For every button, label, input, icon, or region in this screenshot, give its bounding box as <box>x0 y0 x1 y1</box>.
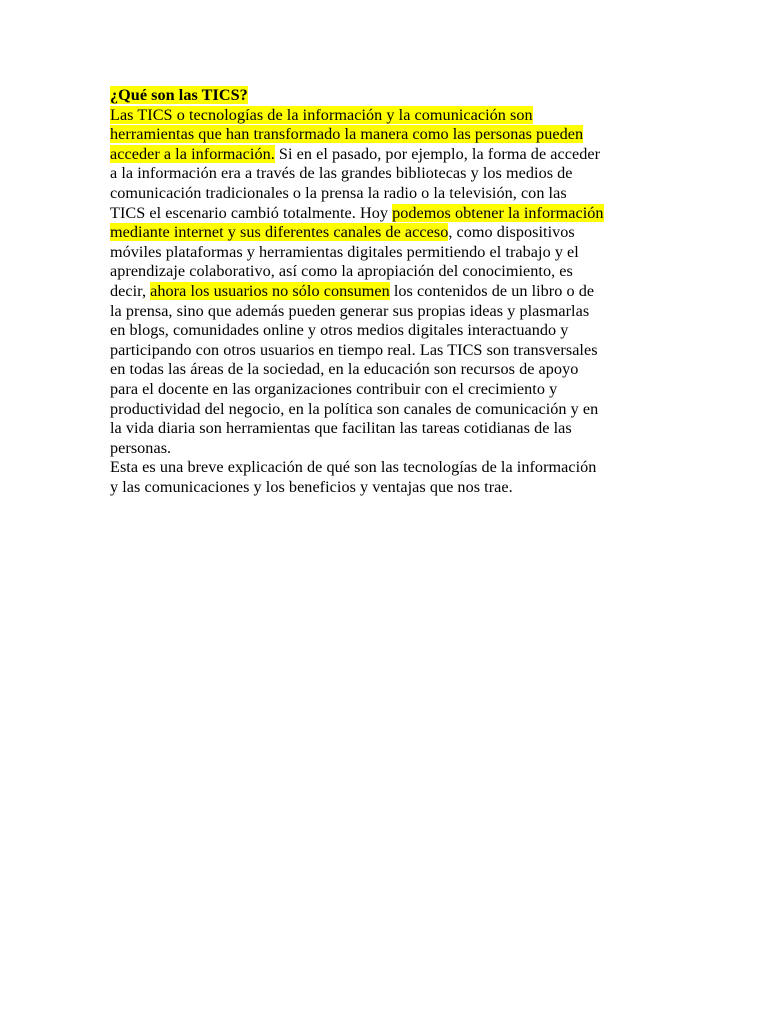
body-line <box>110 380 662 400</box>
highlighted-text: herramientas que han transformado la manera como las personas pueden <box>110 125 584 144</box>
body-text: productividad del negocio, en la política son canales de comunicación y en <box>110 399 599 418</box>
body-text: participando con otros usuarios en tiempo real. Las TICS son transversales <box>110 340 598 359</box>
body-line <box>110 419 662 439</box>
body-line <box>110 164 662 184</box>
body-line <box>110 458 662 478</box>
body-line <box>110 125 662 145</box>
body-text: los contenidos de un libro o de <box>389 281 595 300</box>
body-line <box>110 360 662 380</box>
body-line <box>110 321 662 341</box>
body-line <box>110 106 662 126</box>
body-line <box>110 223 662 243</box>
body-text: para el docente en las organizaciones contribuir con el crecimiento y <box>110 379 558 398</box>
heading-line <box>110 86 662 106</box>
document-heading: ¿Qué son las TICS? <box>110 86 248 104</box>
body-line <box>110 341 662 361</box>
body-line <box>110 439 662 459</box>
body-line <box>110 145 662 165</box>
body-text: Si en el pasado, por ejemplo, la forma de acceder <box>274 144 601 163</box>
body-text: aprendizaje colaborativo, así como la apropiación del conocimiento, es <box>110 262 573 281</box>
body-line <box>110 204 662 224</box>
body-line <box>110 400 662 420</box>
body-text: en todas las áreas de la sociedad, en la educación son recursos de apoyo <box>110 360 579 379</box>
body-text: la vida diaria son herramientas que facilitan las tareas cotidianas de las <box>110 419 572 438</box>
body-line <box>110 262 662 282</box>
body-line <box>110 243 662 263</box>
body-line <box>110 282 662 302</box>
body-text: comunicación tradicionales o la prensa la radio o la televisión, con las <box>110 183 567 202</box>
body-line <box>110 302 662 322</box>
body-text: personas. <box>110 438 172 457</box>
document-body <box>110 86 662 497</box>
highlighted-text: podemos obtener la información <box>392 203 604 222</box>
body-line <box>110 184 662 204</box>
highlighted-text: Las TICS o tecnologías de la información y la comunicación son <box>110 105 533 124</box>
body-text: TICS el escenario cambió totalmente. Hoy <box>110 203 393 222</box>
highlighted-text: acceder a la información. <box>110 144 275 163</box>
body-text: , como dispositivos <box>448 223 575 242</box>
body-line <box>110 478 662 498</box>
body-text: Esta es una breve explicación de qué son las tecnologías de la información <box>110 458 597 477</box>
body-text: a la información era a través de las grandes bibliotecas y los medios de <box>110 164 573 183</box>
body-text: móviles plataformas y herramientas digitales permitiendo el trabajo y el <box>110 242 579 261</box>
body-text: y las comunicaciones y los beneficios y ventajas que nos trae. <box>110 477 513 496</box>
body-text: decir, <box>110 281 151 300</box>
body-text: la prensa, sino que además pueden generar sus propias ideas y plasmarlas <box>110 301 590 320</box>
highlighted-text: ahora los usuarios no sólo consumen <box>150 281 390 300</box>
body-text: en blogs, comunidades online y otros medios digitales interactuando y <box>110 321 569 340</box>
highlighted-text: mediante internet y sus diferentes canales de acceso <box>110 223 449 242</box>
